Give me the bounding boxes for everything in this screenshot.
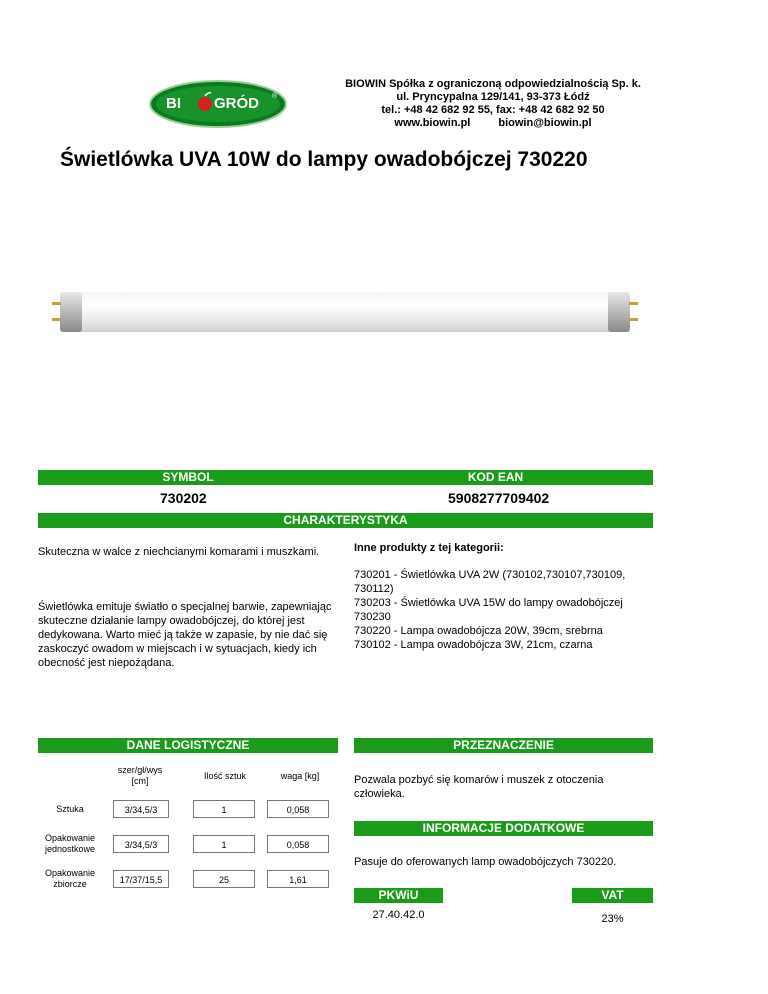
additional-info-header-label: INFORMACJE DODATKOWE — [422, 821, 585, 835]
col-header-dims: szer/gł/wys [cm] — [117, 765, 163, 786]
other-product-item: 730220 - Lampa owadobójcza 20W, 39cm, srebrna — [354, 625, 603, 637]
other-product-item: 730201 - Świetlówka UVA 2W (730102,730107,730109, 730112) — [354, 569, 626, 595]
product-title: Świetlówka UVA 10W do lampy owadobójczej 730220 — [60, 148, 588, 171]
characteristics-desc-1: Skuteczna w walce z niechcianymi komarami i muszkami. — [38, 546, 320, 558]
symbol-ean-header — [38, 470, 653, 485]
other-products-list — [354, 568, 654, 652]
pkwiu-value: 27.40.42.0 — [372, 909, 425, 921]
purpose-text: Pozwala pozbyć się komarów i muszek z otoczenia człowieka. — [354, 774, 604, 800]
cell-weight-piece: 0,058 — [267, 800, 329, 818]
biogrod-logo — [148, 79, 288, 129]
other-products-title: Inne produkty z tej kategorii: — [354, 542, 504, 554]
cell-dims-piece: 3/34,5/3 — [113, 800, 169, 818]
col-header-qty: Ilość sztuk — [203, 771, 246, 781]
logo-registered: ® — [272, 93, 278, 100]
pkwiu-label: PKWiU — [378, 888, 419, 902]
ean-label: KOD EAN — [467, 470, 524, 484]
characteristics-desc-2: Świetlówka emituje światło o specjalnej barwie, zapewniając skuteczne działanie lampy owadobójczej, do której jest dedykowana. Warto mieć ją także w zapasie, by nie dać się zaskoczyć owadom w miejscach i w sytuacjach, kiedy ich obecność jest niepożądana. — [38, 601, 332, 669]
additional-info-text: Pasuje do oferowanych lamp owadobójczych 730220. — [354, 856, 617, 868]
vat-value: 23% — [601, 913, 624, 925]
row-label-bulk-pack: Opakowanie zbiorcze — [44, 868, 96, 889]
characteristics-header-label: CHARAKTERYSTYKA — [283, 513, 408, 527]
company-website[interactable]: www.biowin.pl — [394, 117, 471, 129]
company-info — [320, 78, 666, 130]
other-product-item: 730102 - Lampa owadobójcza 3W, 21cm, czarna — [354, 639, 593, 651]
additional-info-header — [354, 821, 653, 836]
cell-qty-bulk-pack: 25 — [193, 870, 255, 888]
cell-weight-bulk-pack: 1,61 — [267, 870, 329, 888]
cell-weight-unit-pack: 0,058 — [267, 835, 329, 853]
company-address: ul. Pryncypalna 129/141, 93-373 Łódź — [396, 91, 590, 103]
row-label-piece: Sztuka — [56, 804, 84, 814]
vat-label: VAT — [601, 888, 624, 902]
company-name: BIOWIN Spółka z ograniczoną odpowiedzialnością Sp. k. — [345, 78, 641, 90]
symbol-label: SYMBOL — [162, 470, 214, 484]
cell-dims-unit-pack: 3/34,5/3 — [113, 835, 169, 853]
symbol-value: 730202 — [160, 490, 207, 506]
logistics-header — [38, 738, 338, 753]
characteristics-header — [38, 513, 653, 528]
logo-text-right: GRÓD — [214, 95, 259, 112]
logistics-header-label: DANE LOGISTYCZNE — [126, 738, 250, 752]
logo-text-left: BI — [166, 95, 181, 112]
col-header-weight: waga [kg] — [280, 771, 320, 781]
vat-header — [572, 888, 653, 903]
cell-qty-unit-pack: 1 — [193, 835, 255, 853]
cell-qty-piece: 1 — [193, 800, 255, 818]
row-label-unit-pack: Opakowanie jednostkowe — [44, 833, 96, 854]
company-email[interactable]: biowin@biowin.pl — [498, 117, 592, 129]
company-phone: tel.: +48 42 682 92 55, fax: +48 42 682 92 50 — [381, 104, 605, 116]
purpose-header — [354, 738, 653, 753]
ean-value: 5908277709402 — [448, 490, 550, 506]
pkwiu-header — [354, 888, 443, 903]
purpose-header-label: PRZEZNACZENIE — [453, 738, 554, 752]
cell-dims-bulk-pack: 17/37/15,5 — [113, 870, 169, 888]
other-product-item: 730203 - Świetlówka UVA 15W do lampy owadobójczej 730230 — [354, 597, 623, 623]
product-image — [50, 282, 640, 338]
